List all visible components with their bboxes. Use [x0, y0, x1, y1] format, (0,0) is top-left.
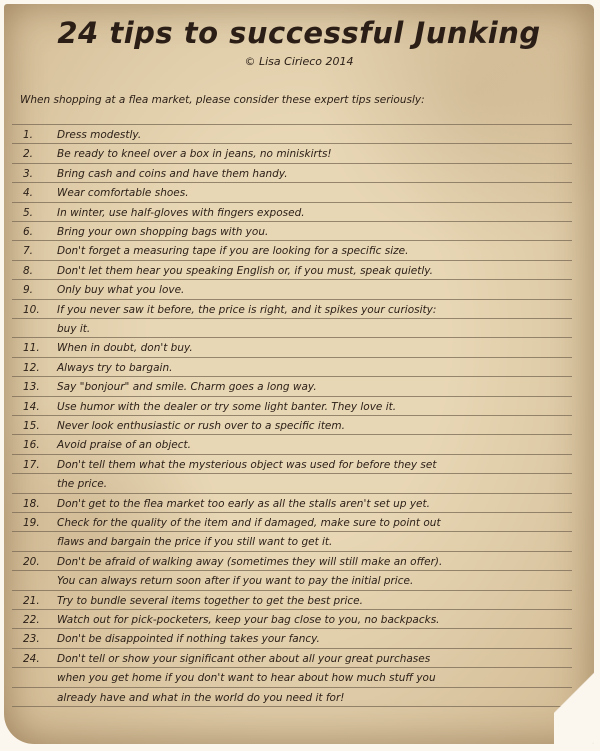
tip-number: 17.	[23, 458, 40, 471]
tip-text: Say "bonjour" and smile. Charm goes a long way.	[57, 381, 317, 394]
tip-number: 21.	[23, 594, 40, 607]
tip-number: 3.	[23, 167, 34, 180]
tip-text: Try to bundle several items together to get the best price.	[57, 594, 363, 607]
ruled-line	[12, 396, 572, 397]
tip-number: 24.	[23, 652, 40, 665]
tip-number: 20.	[23, 555, 40, 568]
tip-number: 4.	[23, 187, 34, 200]
ruled-line	[12, 299, 572, 300]
tip-number: 5.	[23, 206, 34, 219]
tip-number: 8.	[23, 264, 34, 277]
tip-text: Don't tell them what the mysterious object was used for before they set	[57, 458, 437, 471]
tip-number: 19.	[23, 517, 40, 529]
ruled-line	[12, 337, 572, 338]
tip-text: Wear comfortable shoes.	[57, 187, 189, 200]
ruled-line	[12, 221, 572, 222]
aged-paper-document	[4, 4, 594, 744]
ruled-line	[12, 493, 572, 494]
ruled-line	[12, 628, 572, 629]
tip-number: 13.	[23, 381, 40, 394]
torn-corner	[554, 624, 594, 744]
ruled-line	[12, 318, 572, 319]
tip-text: flaws and bargain the price if you still want to get it.	[57, 536, 333, 549]
ruled-line	[12, 648, 572, 649]
copyright-byline: © Lisa Cirieco 2014	[244, 55, 354, 68]
tip-text: Don't forget a measuring tape if you are looking for a specific size.	[57, 245, 409, 258]
tip-text: Use humor with the dealer or try some light banter. They love it.	[57, 400, 397, 413]
ruled-line	[12, 473, 572, 474]
tip-text: If you never saw it before, the price is right, and it spikes your curiosity:	[57, 303, 437, 316]
tip-number: 16.	[23, 439, 40, 452]
ruled-line	[12, 163, 572, 164]
intro-sentence: When shopping at a flea market, please consider these expert tips seriously:	[20, 94, 425, 106]
ruled-line	[12, 182, 572, 183]
ruled-line	[12, 124, 572, 125]
tip-number: 14.	[23, 400, 40, 413]
ruled-line	[12, 279, 572, 280]
tip-text: Check for the quality of the item and if damaged, make sure to point out	[57, 517, 441, 529]
tip-number: 12.	[23, 361, 40, 374]
tip-text: Always try to bargain.	[57, 361, 173, 374]
tip-text: Only buy what you love.	[57, 284, 185, 297]
ruled-line	[12, 357, 572, 358]
tip-text: Don't be afraid of walking away (sometimes they will still make an offer).	[57, 555, 443, 568]
tip-text: Don't tell or show your significant other about all your great purchases	[57, 652, 431, 665]
ruled-line	[12, 512, 572, 513]
ruled-line	[12, 706, 572, 707]
tip-number: 7.	[23, 245, 34, 258]
tip-text: Avoid praise of an object.	[57, 439, 191, 452]
tip-number: 15.	[23, 420, 40, 432]
tip-text: when you get home if you don't want to hear about how much stuff you	[57, 672, 436, 685]
ruled-line	[12, 202, 572, 203]
tip-number: 2.	[23, 148, 34, 161]
tip-number: 18.	[23, 497, 40, 510]
ruled-line	[12, 590, 572, 591]
tip-text: Don't let them hear you speaking English or, if you must, speak quietly.	[57, 264, 434, 277]
tip-number: 23.	[23, 633, 40, 646]
tip-text: When in doubt, don't buy.	[57, 342, 193, 355]
ruled-line	[12, 570, 572, 571]
tip-text: the price.	[57, 478, 108, 491]
ruled-line	[12, 609, 572, 610]
ruled-line	[12, 376, 572, 377]
tip-text: Bring cash and coins and have them handy.	[57, 167, 288, 180]
tip-text: buy it.	[57, 323, 91, 335]
tip-text: already have and what in the world do you need it for!	[57, 691, 345, 704]
tip-number: 6.	[23, 226, 34, 238]
tip-text: Be ready to kneel over a box in jeans, no miniskirts!	[57, 148, 332, 161]
ruled-line	[12, 687, 572, 688]
ruled-line	[12, 143, 572, 144]
ruled-line	[12, 260, 572, 261]
tip-number: 9.	[23, 284, 34, 297]
tip-number: 11.	[23, 342, 40, 355]
ruled-line	[12, 434, 572, 435]
tip-text: In winter, use half-gloves with fingers exposed.	[57, 206, 305, 219]
tip-text: Dress modestly.	[57, 129, 142, 141]
tip-text: You can always return soon after if you want to pay the initial price.	[57, 575, 414, 588]
page-title: 24 tips to successful Junking	[57, 16, 541, 50]
tip-number: 10.	[23, 303, 40, 316]
tip-text: Never look enthusiastic or rush over to a specific item.	[57, 420, 345, 432]
ruled-line	[12, 667, 572, 668]
ruled-line	[12, 531, 572, 532]
ruled-line	[12, 454, 572, 455]
tip-text: Watch out for pick-pocketers, keep your bag close to you, no backpacks.	[57, 614, 440, 626]
tip-text: Don't be disappointed if nothing takes your fancy.	[57, 633, 320, 646]
ruled-line	[12, 415, 572, 416]
ruled-line	[12, 240, 572, 241]
ruled-line	[12, 551, 572, 552]
tip-number: 1.	[23, 129, 34, 141]
tip-number: 22.	[23, 614, 40, 626]
tip-text: Don't get to the flea market too early as all the stalls aren't set up yet.	[57, 497, 430, 510]
tip-text: Bring your own shopping bags with you.	[57, 226, 269, 238]
